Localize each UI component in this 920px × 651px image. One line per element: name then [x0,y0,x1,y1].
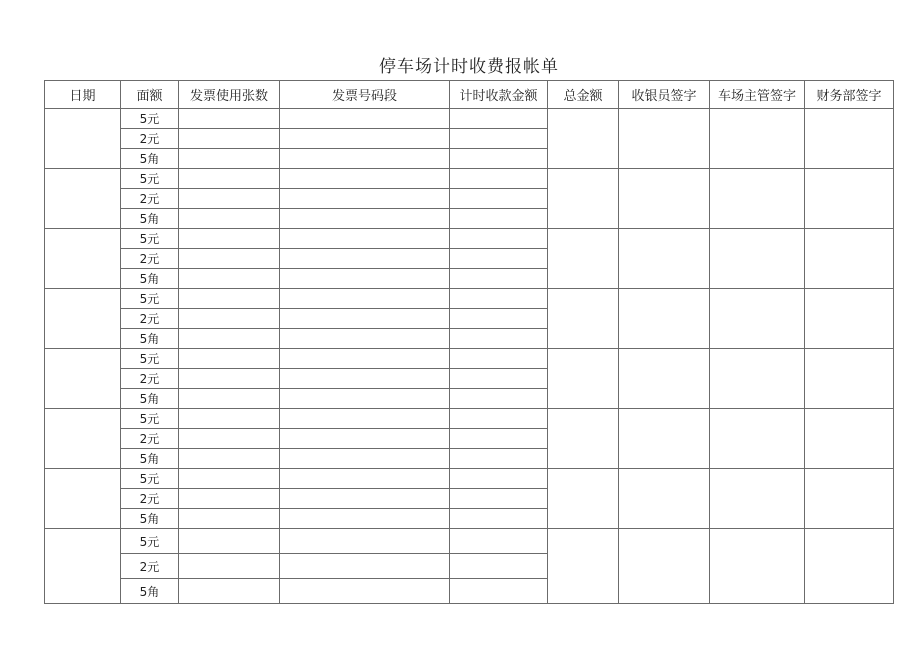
ledger-row [45,289,894,309]
finance-sign-cell [805,229,894,289]
timed-amount-cell [450,489,548,509]
invoice-range-cell [280,369,450,389]
manager-sign-cell [710,169,805,229]
manager-sign-cell [710,289,805,349]
invoice-range-cell [280,329,450,349]
denomination-cell: 2元 [121,249,179,269]
invoice-count-cell [179,429,280,449]
invoice-range-cell [280,449,450,469]
invoice-count-cell [179,289,280,309]
finance-sign-cell [805,469,894,529]
timed-amount-cell [450,554,548,579]
cashier-sign-cell [619,469,710,529]
denomination-cell: 2元 [121,489,179,509]
manager-sign-cell [710,529,805,604]
manager-sign-cell [710,349,805,409]
denomination-cell: 2元 [121,129,179,149]
invoice-range-cell [280,429,450,449]
total-amount-cell [548,409,619,469]
invoice-range-cell [280,209,450,229]
denomination-cell: 2元 [121,309,179,329]
denomination-cell: 5元 [121,349,179,369]
header-finance-sign: 财务部签字 [805,81,894,109]
invoice-count-cell [179,249,280,269]
invoice-count-cell [179,579,280,604]
cashier-sign-cell [619,409,710,469]
header-timed-amount: 计时收款金额 [450,81,548,109]
total-amount-cell [548,229,619,289]
timed-amount-cell [450,209,548,229]
timed-amount-cell [450,429,548,449]
ledger-row [45,349,894,369]
timed-amount-cell [450,369,548,389]
date-cell [45,109,121,169]
invoice-range-cell [280,529,450,554]
cashier-sign-cell [619,169,710,229]
ledger-row [45,469,894,489]
invoice-range-cell [280,489,450,509]
invoice-count-cell [179,389,280,409]
manager-sign-cell [710,409,805,469]
timed-amount-cell [450,389,548,409]
invoice-count-cell [179,409,280,429]
invoice-count-cell [179,529,280,554]
invoice-range-cell [280,579,450,604]
finance-sign-cell [805,529,894,604]
invoice-range-cell [280,129,450,149]
invoice-count-cell [179,189,280,209]
timed-amount-cell [450,329,548,349]
denomination-cell: 5角 [121,389,179,409]
denomination-cell: 5元 [121,529,179,554]
timed-amount-cell [450,109,548,129]
invoice-range-cell [280,189,450,209]
date-cell [45,229,121,289]
finance-sign-cell [805,289,894,349]
timed-amount-cell [450,249,548,269]
finance-sign-cell [805,109,894,169]
header-invoice-count: 发票使用张数 [179,81,280,109]
denomination-cell: 5元 [121,229,179,249]
denomination-cell: 5元 [121,289,179,309]
invoice-count-cell [179,329,280,349]
timed-amount-cell [450,579,548,604]
header-row [45,81,894,109]
invoice-count-cell [179,129,280,149]
timed-amount-cell [450,129,548,149]
denomination-cell: 5元 [121,409,179,429]
ledger-body [45,109,894,604]
ledger-row [45,109,894,129]
invoice-count-cell [179,269,280,289]
invoice-range-cell [280,169,450,189]
date-cell [45,529,121,604]
header-total-amount: 总金额 [548,81,619,109]
cashier-sign-cell [619,109,710,169]
timed-amount-cell [450,529,548,554]
header-invoice-range: 发票号码段 [280,81,450,109]
denomination-cell: 5角 [121,149,179,169]
date-cell [45,469,121,529]
timed-amount-cell [450,289,548,309]
header-date: 日期 [45,81,121,109]
invoice-count-cell [179,149,280,169]
header-denomination: 面额 [121,81,179,109]
total-amount-cell [548,349,619,409]
timed-amount-cell [450,169,548,189]
denomination-cell: 5角 [121,209,179,229]
total-amount-cell [548,469,619,529]
invoice-range-cell [280,349,450,369]
denomination-cell: 5角 [121,449,179,469]
denomination-cell: 5角 [121,269,179,289]
invoice-count-cell [179,489,280,509]
denomination-cell: 5元 [121,109,179,129]
manager-sign-cell [710,469,805,529]
invoice-range-cell [280,309,450,329]
ledger-row [45,229,894,249]
invoice-range-cell [280,269,450,289]
invoice-count-cell [179,369,280,389]
invoice-count-cell [179,449,280,469]
invoice-range-cell [280,509,450,529]
timed-amount-cell [450,229,548,249]
manager-sign-cell [710,109,805,169]
timed-amount-cell [450,269,548,289]
timed-amount-cell [450,469,548,489]
timed-amount-cell [450,449,548,469]
invoice-count-cell [179,309,280,329]
denomination-cell: 2元 [121,369,179,389]
denomination-cell: 5角 [121,579,179,604]
denomination-cell: 2元 [121,429,179,449]
total-amount-cell [548,289,619,349]
invoice-count-cell [179,109,280,129]
denomination-cell: 5角 [121,329,179,349]
invoice-count-cell [179,469,280,489]
total-amount-cell [548,529,619,604]
timed-amount-cell [450,409,548,429]
invoice-range-cell [280,289,450,309]
invoice-range-cell [280,249,450,269]
cashier-sign-cell [619,229,710,289]
finance-sign-cell [805,409,894,469]
invoice-range-cell [280,109,450,129]
denomination-cell: 5元 [121,469,179,489]
invoice-range-cell [280,229,450,249]
invoice-count-cell [179,349,280,369]
timed-amount-cell [450,309,548,329]
denomination-cell: 2元 [121,189,179,209]
total-amount-cell [548,169,619,229]
invoice-count-cell [179,554,280,579]
cashier-sign-cell [619,349,710,409]
finance-sign-cell [805,169,894,229]
timed-amount-cell [450,509,548,529]
invoice-count-cell [179,209,280,229]
ledger-row [45,409,894,429]
date-cell [45,409,121,469]
document-title: 停车场计时收费报帐单 [379,57,559,77]
cashier-sign-cell [619,289,710,349]
ledger-row [45,529,894,554]
header-cashier-sign: 收银员签字 [619,81,710,109]
cashier-sign-cell [619,529,710,604]
date-cell [45,349,121,409]
timed-amount-cell [450,349,548,369]
ledger-table [44,80,894,604]
timed-amount-cell [450,189,548,209]
invoice-range-cell [280,554,450,579]
invoice-count-cell [179,229,280,249]
manager-sign-cell [710,229,805,289]
date-cell [45,169,121,229]
invoice-range-cell [280,389,450,409]
total-amount-cell [548,109,619,169]
invoice-count-cell [179,169,280,189]
invoice-range-cell [280,469,450,489]
invoice-count-cell [179,509,280,529]
date-cell [45,289,121,349]
invoice-range-cell [280,149,450,169]
ledger-row [45,169,894,189]
denomination-cell: 5元 [121,169,179,189]
invoice-range-cell [280,409,450,429]
timed-amount-cell [450,149,548,169]
header-manager-sign: 车场主管签字 [710,81,805,109]
denomination-cell: 5角 [121,509,179,529]
denomination-cell: 2元 [121,554,179,579]
finance-sign-cell [805,349,894,409]
